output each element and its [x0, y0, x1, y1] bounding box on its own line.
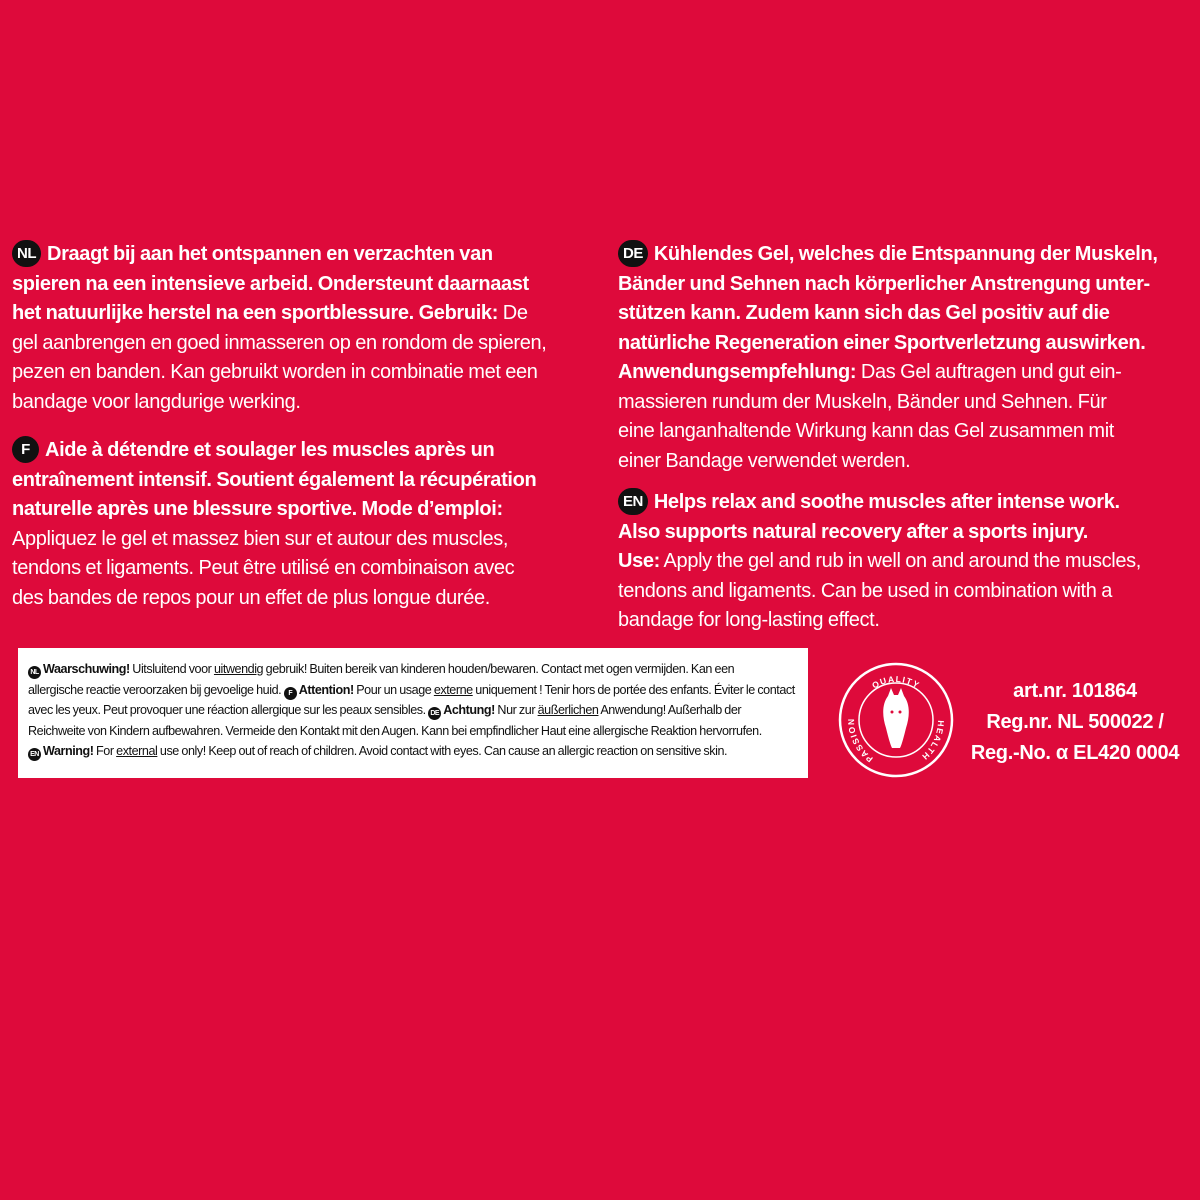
fr-warning-underlined: externe — [433, 682, 473, 697]
en-line-1-text: Helps relax and soothe muscles after intense work. — [653, 491, 1120, 513]
fr-line-4: Appliquez le gel et massez bien sur et autour des muscles, — [12, 527, 509, 550]
seal-top-text: QUALITY — [870, 673, 922, 691]
de-warning-underlined: äußerlichen — [537, 703, 599, 717]
fr-language-badge: F — [12, 436, 39, 463]
nl-line-4: gel aanbrengen en goed inmasseren op en rondom de spieren, — [12, 331, 547, 354]
nl-warning-badge: NL — [28, 666, 41, 679]
horse-head-icon — [883, 688, 909, 748]
nl-warning-title: Waarschuwing! — [43, 662, 130, 676]
warning-line-3 — [28, 700, 798, 721]
fr-line-5: tendons et ligaments. Peut être utilisé en combinaison avec — [12, 557, 515, 579]
nl-line-3 — [12, 299, 547, 329]
de-line-1-text: Kühlendes Gel, welches die Entspannung der Muskeln, — [653, 243, 1158, 265]
de-line-5 — [618, 358, 1158, 388]
de-line-2: Bänder und Sehnen nach körperlicher Anstrengung unter- — [618, 272, 1150, 295]
de-warning-text-1: Nur zur — [494, 703, 538, 717]
nl-line-5: pezen en banden. Kan gebruikt worden in combinatie met een — [12, 361, 538, 383]
nl-line-1-text: Draagt bij aan het ontspannen en verzachten van — [47, 243, 493, 265]
fr-warning-badge: F — [284, 687, 297, 700]
en-warning-badge: EN — [28, 748, 41, 761]
de-warning-badge: DE — [428, 707, 441, 720]
fr-line-1 — [12, 436, 536, 466]
fr-line-1-text: Aide à détendre et soulager les muscles après un — [45, 439, 495, 461]
de-line-6: massieren rundum der Muskeln, Bänder und Sehnen. Für — [618, 390, 1107, 413]
en-warning-title: Warning! — [43, 744, 94, 758]
de-line-4: natürliche Regeneration einer Sportverletzung auswirken. — [618, 331, 1146, 354]
de-line-7: eine langanhaltende Wirkung kann das Gel zusammen mit — [618, 420, 1115, 442]
nl-language-badge: NL — [12, 240, 41, 267]
registration-de: Reg.-No. α EL420 0004 — [970, 742, 1180, 764]
en-warning-text-1: For — [93, 744, 117, 758]
dutch-description — [12, 240, 547, 417]
french-description — [12, 436, 536, 613]
fr-warning-title: Attention! — [298, 682, 354, 697]
nl-warning-text-3: allergische reactie veroorzaken bij gevoelige huid. — [28, 682, 284, 697]
de-line-3: stützen kann. Zudem kann sich das Gel positiv auf die — [618, 302, 1110, 324]
en-line-3-rest: Apply the gel and rub in well on and around the muscles, — [659, 550, 1141, 572]
de-line-8: einer Bandage verwendet werden. — [618, 449, 911, 472]
en-line-4: tendons and ligaments. Can be used in combination with a — [618, 579, 1113, 602]
article-number: art.nr. 101864 — [1013, 680, 1137, 702]
nl-line-3-rest: De — [498, 302, 528, 324]
warning-line-1 — [28, 659, 798, 680]
en-line-5: bandage for long-lasting effect. — [618, 609, 880, 631]
warning-box — [18, 648, 808, 778]
nl-warning-text-1: Uitsluitend voor — [129, 662, 214, 676]
fr-line-3: naturelle après une blessure sportive. Mode d’emploi: — [12, 498, 503, 520]
nl-warning-text-2: gebruik! Buiten bereik van kinderen houden/bewaren. Contact met ogen vermijden. Kan een — [263, 662, 735, 676]
fr-line-6: des bandes de repos pour un effet de plus longue durée. — [12, 586, 490, 609]
fr-warning-text-2: uniquement ! Tenir hors de portée des enfants. Éviter le contact — [472, 682, 795, 697]
en-warning-underlined: external — [116, 744, 158, 758]
de-warning-title: Achtung! — [443, 703, 495, 717]
quality-seal-icon — [836, 660, 956, 780]
fr-line-2: entraînement intensif. Soutient également la récupération — [12, 468, 537, 491]
nl-line-2: spieren na een intensieve arbeid. Ondersteunt daarnaast — [12, 272, 529, 295]
de-line-5-rest: Das Gel auftragen und gut ein- — [856, 361, 1122, 383]
warning-line-4 — [28, 721, 798, 742]
de-line-1 — [618, 240, 1158, 270]
english-description — [618, 488, 1141, 636]
de-warning-text-2: Anwendung! Außerhalb der — [598, 703, 742, 717]
de-warning-text-3: Reichweite von Kindern aufbewahren. Vermeide den Kontakt mit den Augen. Kann bei empfindlicher Haut eine allergische Reaktion hervorrufen. — [28, 723, 762, 738]
de-line-5-bold: Anwendungsempfehlung: — [618, 361, 857, 383]
en-line-3 — [618, 547, 1141, 577]
registration-nl: Reg.nr. NL 500022 / — [986, 711, 1164, 733]
nl-line-6: bandage voor langdurige werking. — [12, 390, 301, 413]
seal-left-text: PASSION — [846, 717, 875, 765]
nl-line-3-bold: het natuurlijke herstel na een sportblessure. Gebruik: — [12, 302, 499, 324]
seal-right-text: HEALTH — [919, 719, 947, 763]
nl-line-1 — [12, 240, 547, 270]
en-line-1 — [618, 488, 1141, 518]
warning-line-2 — [28, 680, 798, 701]
en-language-badge: EN — [618, 488, 648, 515]
en-warning-text-2: use only! Keep out of reach of children. Avoid contact with eyes. Can cause an allergic reaction on sensitive skin. — [157, 744, 728, 758]
fr-warning-text-3: avec les yeux. Peut provoquer une réaction allergique sur les peaux sensibles. — [28, 703, 429, 717]
en-line-3-bold: Use: — [618, 550, 660, 572]
german-description — [618, 240, 1158, 476]
de-language-badge: DE — [618, 240, 648, 267]
nl-warning-underlined: uitwendig — [213, 662, 264, 676]
registration-block — [960, 676, 1190, 769]
warning-line-5 — [28, 741, 798, 762]
fr-warning-text-1: Pour un usage — [353, 682, 434, 697]
en-line-2: Also supports natural recovery after a sports injury. — [618, 520, 1088, 543]
